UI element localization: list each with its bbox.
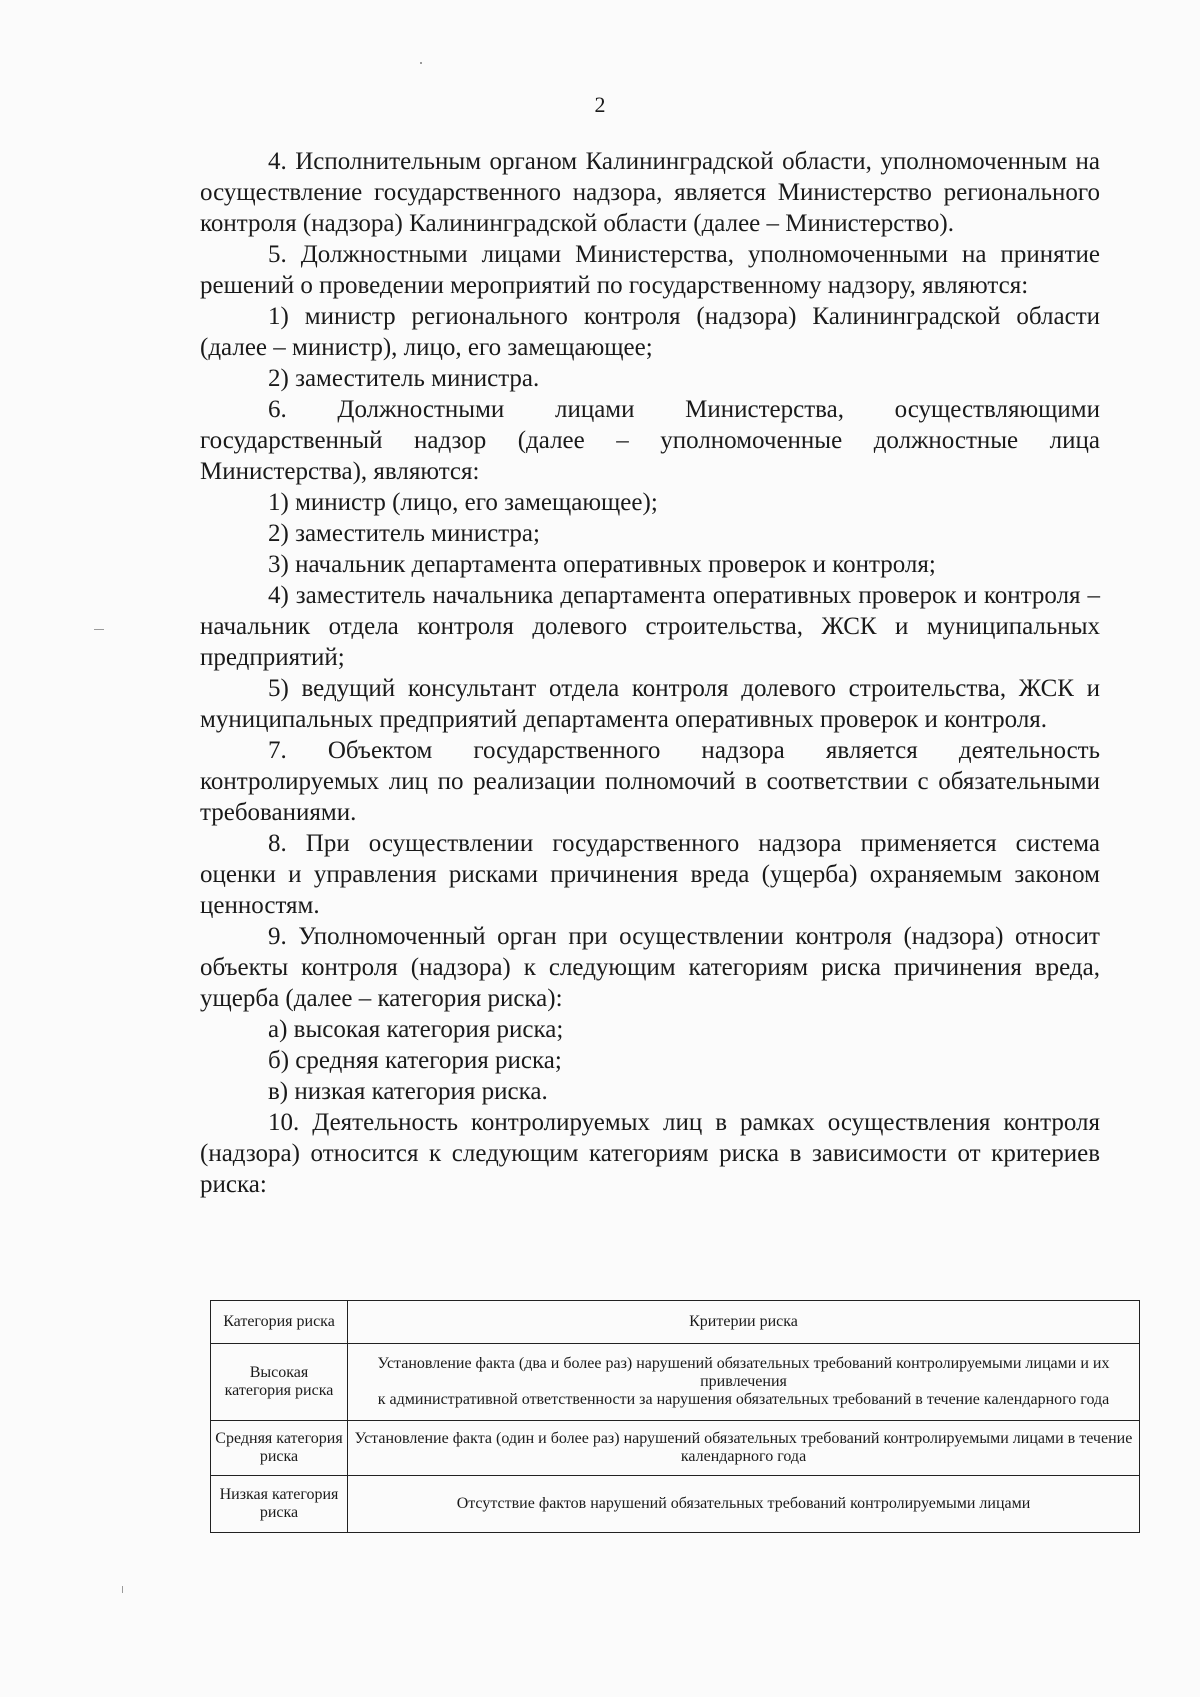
list-item: 3) начальник департамента оперативных проверок и контроля; xyxy=(268,551,936,578)
paragraph-5: 5. Должностными лицами Министерства, уполномоченными на принятие решений о проведении мероприятий по государственному надзору, являются: xyxy=(200,241,1100,299)
criteria-text: Отсутствие фактов нарушений обязательных требований контролируемыми лицами xyxy=(456,1495,1031,1512)
page-number: 2 xyxy=(594,92,606,117)
risk-criteria-table xyxy=(210,1300,1140,1533)
paragraph-7: 7. Объектом государственного надзора является деятельность контролируемых лиц по реализации полномочий в соответствии с обязательными требованиями. xyxy=(200,737,1100,826)
scan-speck xyxy=(122,1586,123,1593)
list-item: 1) министр регионального контроля (надзора) Калининградской области (далее – министр), лицо, его замещающее; xyxy=(200,303,1100,361)
header-category: Категория риска xyxy=(211,1301,348,1344)
paragraph-10: 10. Деятельность контролируемых лиц в рамках осуществления контроля (надзора) относится к следующим категориям риска в зависимости от критериев риска: xyxy=(200,1109,1100,1198)
list-item: а) высокая категория риска; xyxy=(268,1016,564,1043)
category-cell: Высокая категория риска xyxy=(211,1344,348,1421)
criteria-cell xyxy=(348,1421,1140,1476)
scan-speck xyxy=(94,629,104,630)
paragraph-4: 4. Исполнительным органом Калининградской области, уполномоченным на осуществление государственного надзора, является Министерство регионального контроля (надзора) Калининградской области (далее – Министерство). xyxy=(200,148,1100,237)
paragraph-6: 6. Должностными лицами Министерства, осуществляющими государственный надзор (далее – уполномоченные должностные лица Министерства), являются: xyxy=(200,396,1100,485)
list-item: в) низкая категория риска. xyxy=(268,1078,548,1105)
paragraph-8: 8. При осуществлении государственного надзора применяется система оценки и управления рисками причинения вреда (ущерба) охраняемым законом ценностям. xyxy=(200,830,1100,919)
list-item: 4) заместитель начальника департамента оперативных проверок и контроля – начальник отдела контроля долевого строительства, ЖСК и муниципальных предприятий; xyxy=(200,582,1100,671)
category-cell: Низкая категория риска xyxy=(211,1476,348,1533)
header-criteria: Критерии риска xyxy=(348,1301,1140,1344)
list-item: 2) заместитель министра. xyxy=(268,365,540,392)
list-item: 1) министр (лицо, его замещающее); xyxy=(268,489,658,516)
list-item: 2) заместитель министра; xyxy=(268,520,540,547)
paragraph-9: 9. Уполномоченный орган при осуществлении контроля (надзора) относит объекты контроля (надзора) к следующим категориям риска причинения вреда, ущерба (далее – категория риска): xyxy=(200,923,1100,1012)
list-item: 5) ведущий консультант отдела контроля долевого строительства, ЖСК и муниципальных предприятий департамента оперативных проверок и контроля. xyxy=(200,675,1100,733)
table-header-row xyxy=(211,1301,1140,1344)
document-body xyxy=(200,146,1100,1200)
table-row xyxy=(211,1421,1140,1476)
criteria-text: к административной ответственности за нарушения обязательных требований в течение календарного года xyxy=(377,1391,1110,1408)
scan-speck xyxy=(420,62,422,64)
criteria-cell xyxy=(348,1476,1140,1533)
list-item: б) средняя категория риска; xyxy=(268,1047,562,1074)
criteria-cell xyxy=(348,1344,1140,1421)
criteria-text: Установление факта (два и более раз) нарушений обязательных требований контролируемыми лицами и их привлечения xyxy=(377,1355,1110,1390)
table-row xyxy=(211,1344,1140,1421)
criteria-text: Установление факта (один и более раз) нарушений обязательных требований контролируемыми лицами в течение календарного года xyxy=(354,1430,1133,1465)
table-row xyxy=(211,1476,1140,1533)
category-cell: Средняя категория риска xyxy=(211,1421,348,1476)
